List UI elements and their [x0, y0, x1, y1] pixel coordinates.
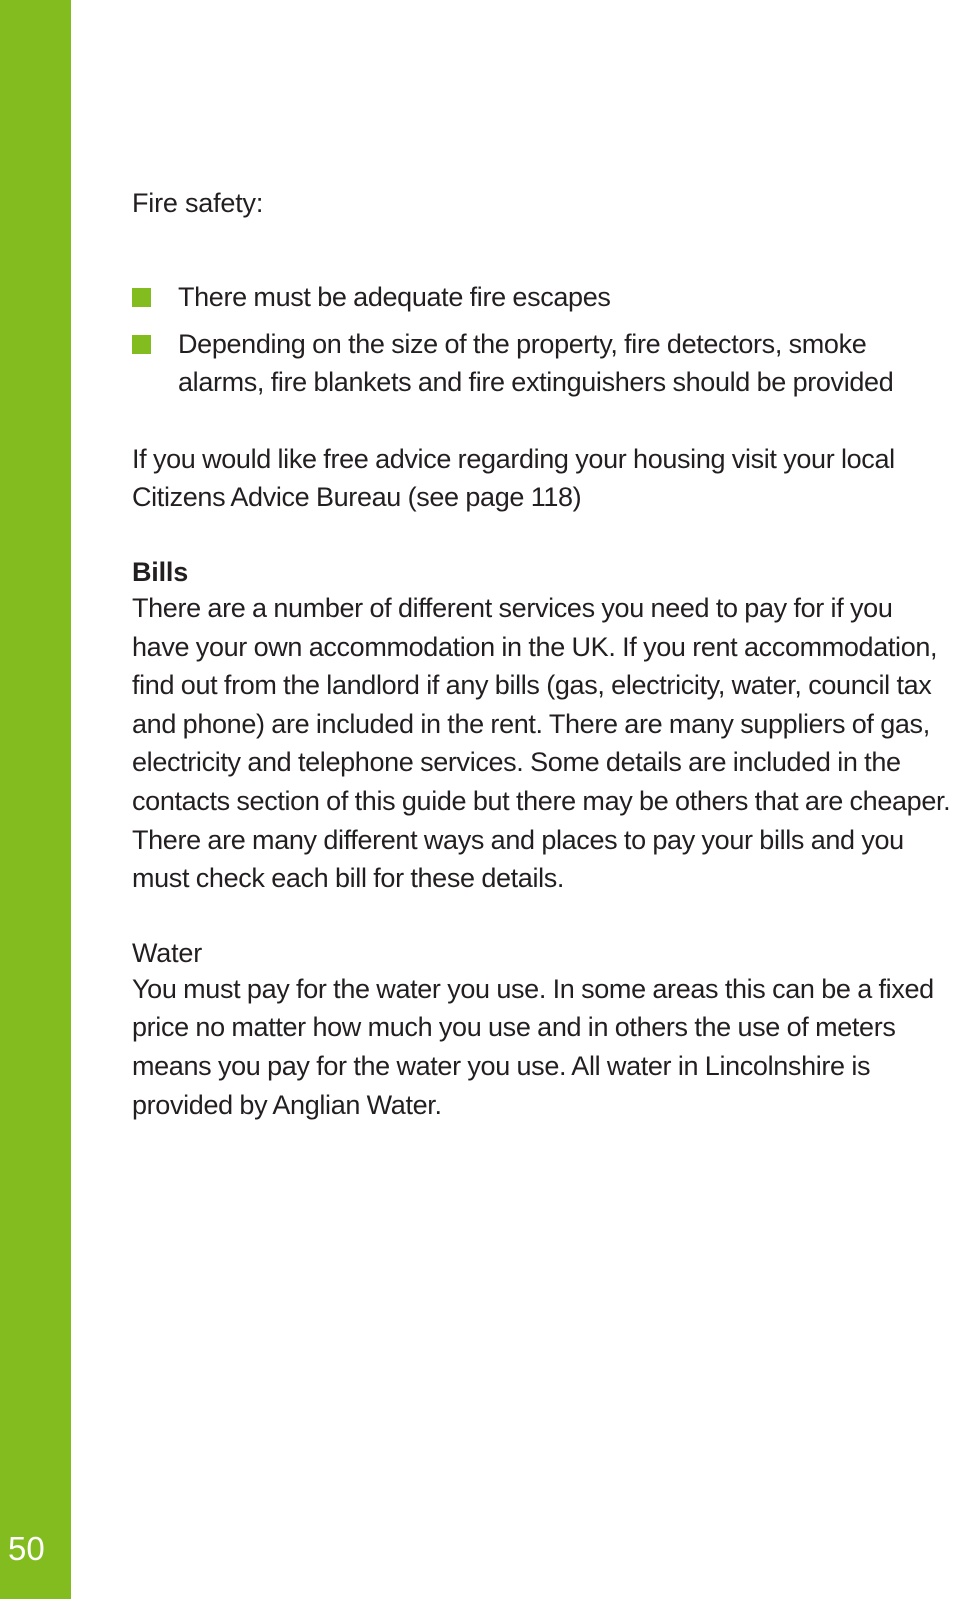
list-item — [132, 325, 952, 402]
list-item-text: Depending on the size of the property, fire detectors, smoke alarms, fire blankets and fire extinguishers should be provided — [178, 328, 894, 398]
square-bullet-icon — [132, 288, 151, 307]
water-heading: Water — [132, 937, 203, 968]
advice-paragraph: If you would like free advice regarding your housing visit your local Citizens Advice Bureau (see page 118) — [132, 443, 895, 513]
fire-safety-list — [132, 278, 952, 402]
water-paragraph: You must pay for the water you use. In some areas this can be a fixed price no matter how much you use and in others the use of meters means you pay for the water you use. All water in Lincolnshire is provided by Anglian Water. — [132, 973, 934, 1120]
fire-safety-heading: Fire safety: — [132, 188, 264, 218]
side-color-bar — [0, 0, 71, 1599]
bills-heading: Bills — [132, 556, 189, 587]
page-content — [132, 186, 952, 1124]
list-item-text: There must be adequate fire escapes — [178, 282, 611, 312]
square-bullet-icon — [132, 335, 151, 354]
bills-paragraph: There are a number of different services you need to pay for if you have your own accommodation in the UK. If you rent accommodation, find out from the landlord if any bills (gas, electricity, water, council tax and phone) are included in the rent. There are many suppliers of gas, electricity and telephone services. Some details are included in the contacts section of this guide but there may be others that are cheaper. There are many different ways and places to pay your bills and you must check each bill for these details. — [132, 592, 951, 894]
list-item — [132, 278, 952, 317]
page-number: 50 — [8, 1530, 45, 1567]
